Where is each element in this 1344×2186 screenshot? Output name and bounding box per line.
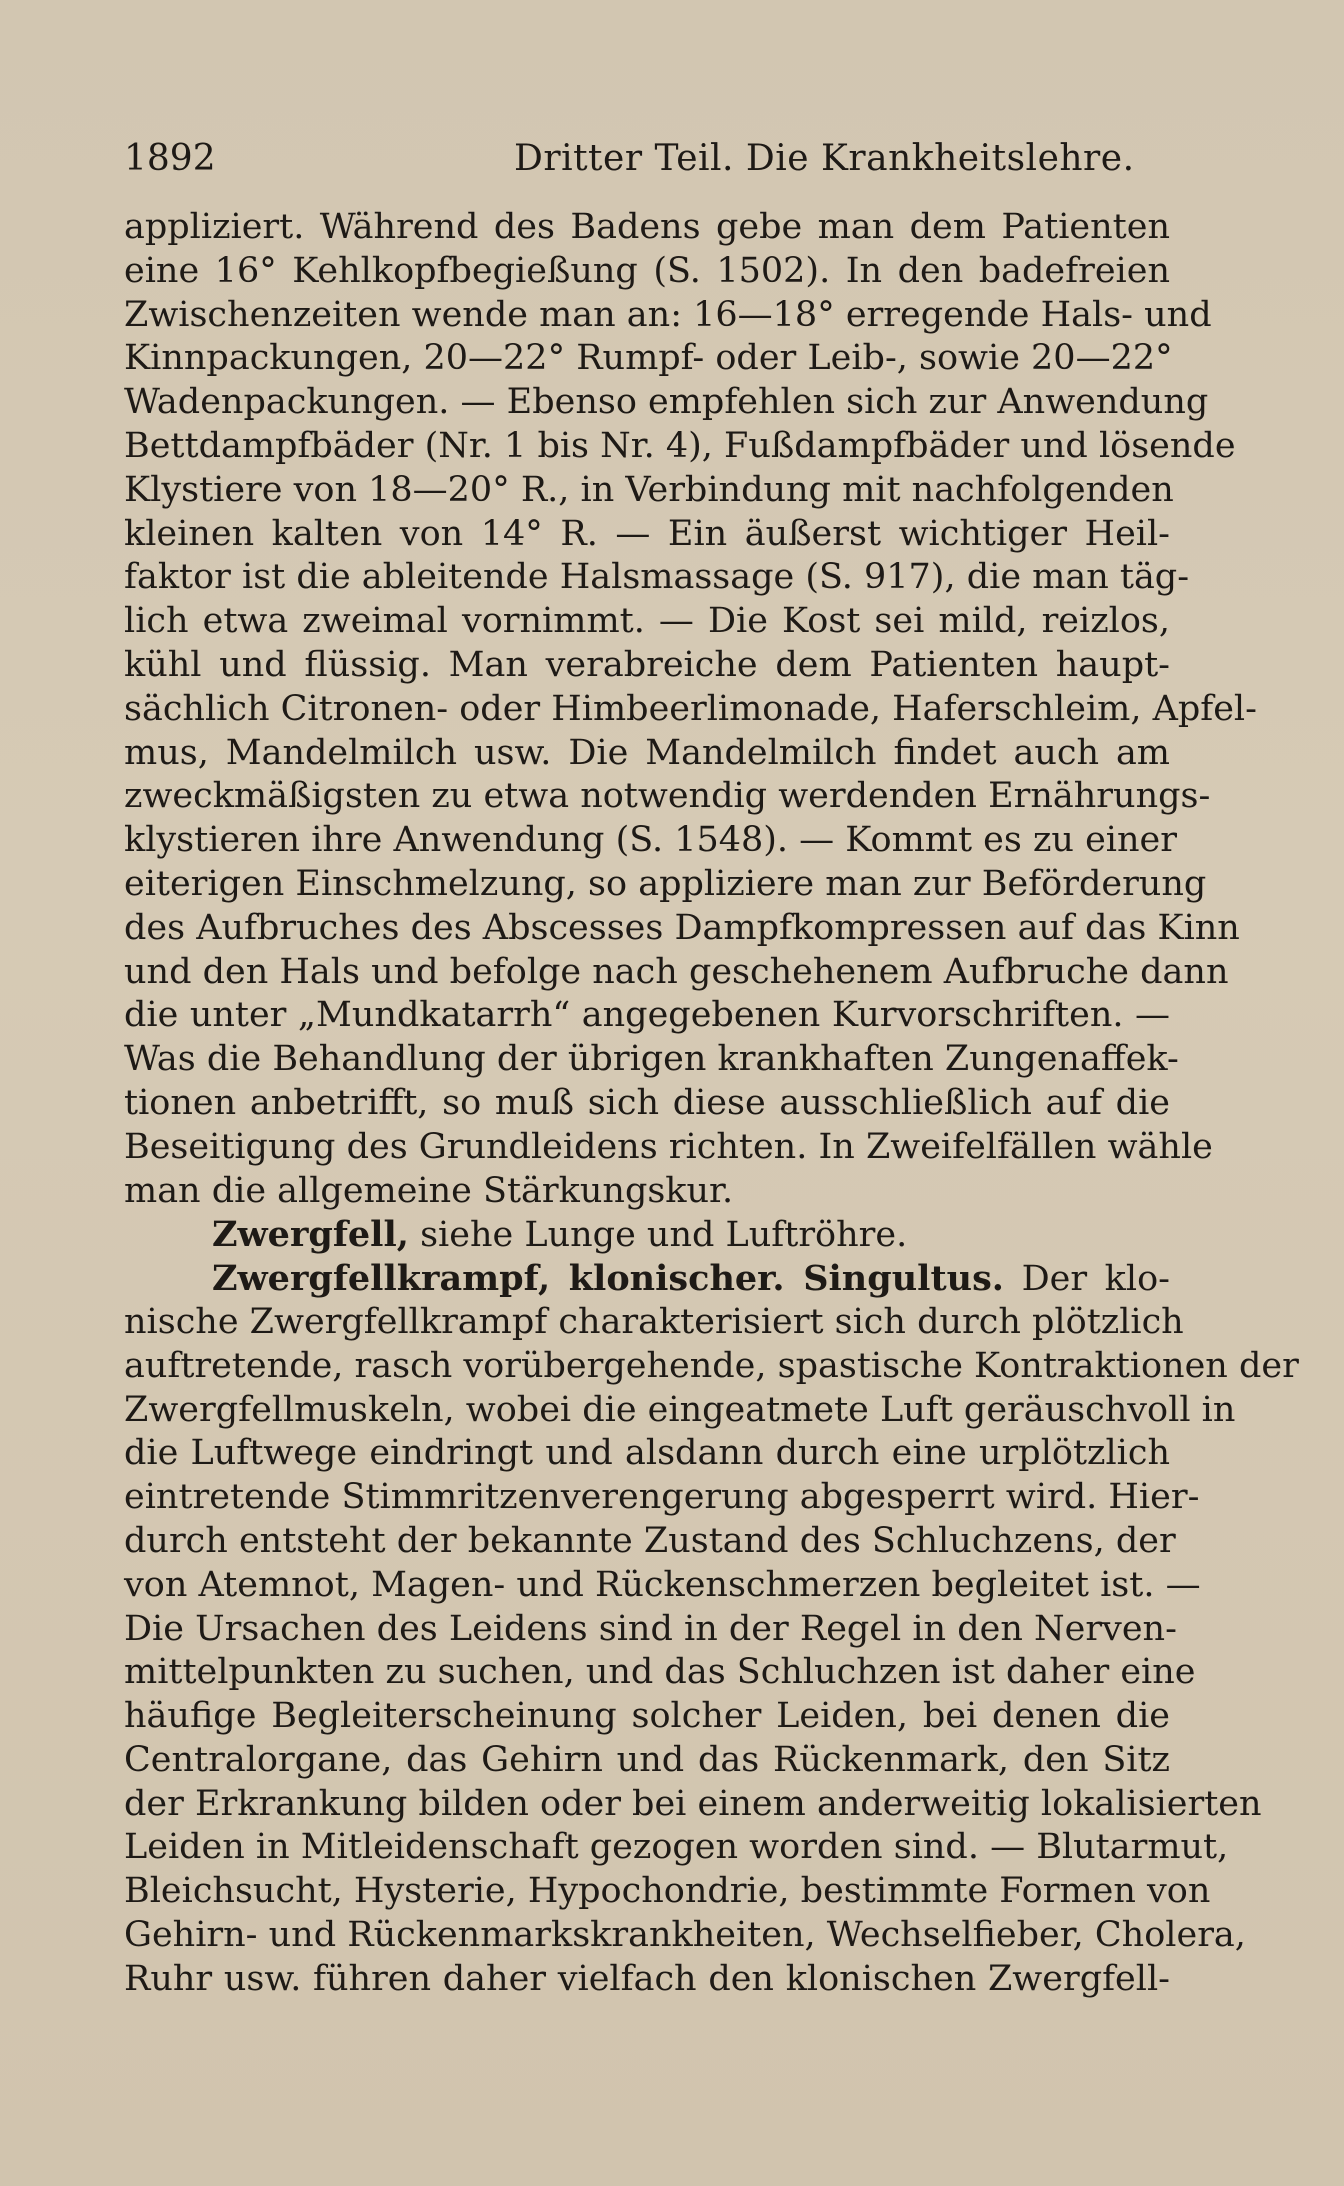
- text-line: Centralorgane, das Gehirn und das Rückenmark, den Sitz: [124, 1739, 1170, 1780]
- text-line: Klystiere von 18—20° R., in Verbindung mit nachfolgenden: [124, 469, 1174, 510]
- text-line: mittelpunkten zu suchen, und das Schluchzen ist daher eine: [124, 1652, 1196, 1693]
- text-line: kleinen kalten von 14° R. — Ein äußerst wichtiger Heil-: [124, 513, 1170, 554]
- text-line: faktor ist die ableitende Halsmassage (S. 917), die man täg-: [124, 557, 1190, 598]
- entry-text: siehe Lunge und Luftröhre.: [408, 1215, 908, 1256]
- text-line: Gehirn- und Rückenmarkskrankheiten, Wechselfieber, Cholera,: [124, 1915, 1246, 1956]
- text-line: mus, Mandelmilch usw. Die Mandelmilch findet auch am: [124, 732, 1170, 773]
- text-line: Wadenpackungen. — Ebenso empfehlen sich zur Anwendung: [124, 382, 1209, 423]
- entry-headword: Zwergfellkrampf, klonischer. Singultus.: [212, 1258, 1004, 1300]
- text-line: des Aufbruches des Abscesses Dampfkompressen auf das Kinn: [124, 907, 1240, 948]
- text-line: von Atemnot, Magen- und Rückenschmerzen begleitet ist. —: [124, 1564, 1201, 1605]
- text-line: Was die Behandlung der übrigen krankhaften Zungenaffek-: [124, 1039, 1179, 1080]
- entry-headword: Zwergfell,: [212, 1214, 409, 1256]
- running-title: Dritter Teil. Die Krankheitslehre.: [514, 138, 1135, 179]
- text-line: auftretende, rasch vorübergehende, spastische Kontraktionen der: [124, 1345, 1299, 1386]
- text-line: nische Zwergfellkrampf charakterisiert sich durch plötzlich: [124, 1301, 1184, 1342]
- entry-text: Der klo-: [1003, 1259, 1170, 1300]
- text-line: sächlich Citronen- oder Himbeerlimonade, Haferschleim, Apfel-: [124, 688, 1257, 729]
- text-line: kühl und flüssig. Man verabreiche dem Patienten haupt-: [124, 644, 1170, 685]
- text-line: Die Ursachen des Leidens sind in der Regel in den Nerven-: [124, 1608, 1177, 1649]
- text-line: Bettdampfbäder (Nr. 1 bis Nr. 4), Fußdampfbäder und lösende: [124, 425, 1236, 466]
- text-line: lich etwa zweimal vornimmt. — Die Kost sei mild, reizlos,: [124, 601, 1170, 642]
- text-line: eiterigen Einschmelzung, so appliziere man zur Beförderung: [124, 863, 1207, 904]
- text-line: durch entsteht der bekannte Zustand des Schluchzens, der: [124, 1520, 1176, 1561]
- text-line: tionen anbetrifft, so muß sich diese ausschließlich auf die: [124, 1082, 1170, 1123]
- text-line: man die allgemeine Stärkungskur.: [124, 1170, 734, 1211]
- text-line: appliziert. Während des Badens gebe man dem Patienten: [124, 207, 1170, 247]
- text-line: zweckmäßigsten zu etwa notwendig werdenden Ernährungs-: [124, 776, 1211, 817]
- text-line: Beseitigung des Grundleidens richten. In Zweifelfällen wähle: [124, 1126, 1213, 1167]
- body-text: [124, 206, 1299, 2002]
- text-line: eintretende Stimmritzenverengerung abgesperrt wird. Hier-: [124, 1477, 1200, 1518]
- text-line: Bleichsucht, Hysterie, Hypochondrie, bestimmte Formen von: [124, 1871, 1211, 1912]
- text-line: klystieren ihre Anwendung (S. 1548). — Kommt es zu einer: [124, 820, 1177, 861]
- entry-line: [124, 1257, 1170, 1301]
- text-line: der Erkrankung bilden oder bei einem anderweitig lokalisierten: [124, 1783, 1262, 1824]
- text-line: Zwergfellmuskeln, wobei die eingeatmete Luft geräuschvoll in: [124, 1389, 1236, 1430]
- text-line: und den Hals und befolge nach geschehenem Aufbruche dann: [124, 951, 1229, 992]
- text-line: die Luftwege eindringt und alsdann durch eine urplötzlich: [124, 1433, 1170, 1474]
- entry-line: [124, 1213, 1170, 1257]
- text-line: häufige Begleiterscheinung solcher Leiden, bei denen die: [124, 1696, 1170, 1737]
- text-line: eine 16° Kehlkopfbegießung (S. 1502). In den badefreien: [124, 250, 1170, 291]
- text-line: Zwischenzeiten wende man an: 16—18° erregende Hals- und: [124, 294, 1212, 335]
- text-line: Leiden in Mitleidenschaft gezogen worden sind. — Blutarmut,: [124, 1827, 1229, 1868]
- text-line: die unter „Mundkatarrh“ angegebenen Kurvorschriften. —: [124, 995, 1170, 1036]
- page-header: [124, 138, 1174, 194]
- text-line: Kinnpackungen, 20—22° Rumpf- oder Leib-, sowie 20—22°: [124, 338, 1173, 379]
- text-line: Ruhr usw. führen daher vielfach den klonischen Zwergfell-: [124, 1958, 1170, 1999]
- page-number: 1892: [124, 138, 216, 179]
